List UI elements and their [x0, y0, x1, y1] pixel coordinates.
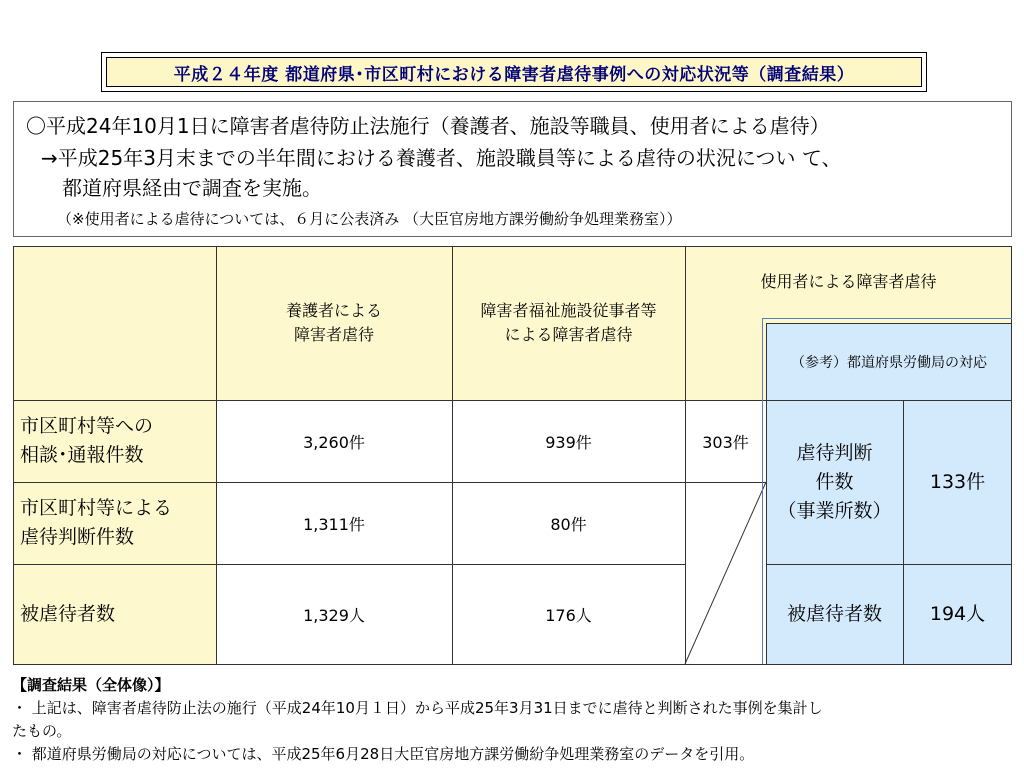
consultations-employer: 303件 — [685, 400, 766, 482]
ref-victims-label: 被虐待者数 — [766, 564, 903, 664]
header-reference: （参考）都道府県労働局の対応 — [766, 323, 1012, 400]
ref-judgment-label: 虐待判断 件数 （事業所数） — [766, 400, 903, 564]
row-label-consultations: 市区町村等への 相談･通報件数 — [13, 400, 216, 482]
intro-line-2: →平成25年3月末までの半年間における養護者、施設職員等による虐待の状況につい て、 — [41, 146, 842, 170]
notes-item-1a: ・ 上記は、障害者虐待防止法の施行（平成24年10月１日）から平成25年3月31日までに虐待と判断された事例を集計し — [12, 699, 823, 717]
judgments-caregiver: 1,311件 — [216, 482, 452, 564]
header-caregiver: 養護者による 障害者虐待 — [216, 246, 452, 400]
intro-line-3: 都道府県経由で調査を実施。 — [62, 176, 322, 200]
ref-judgment-value: 133件 — [903, 400, 1012, 564]
header-corner — [13, 246, 216, 400]
header-facility: 障害者福祉施設従事者等 による障害者虐待 — [452, 246, 685, 400]
consultations-caregiver: 3,260件 — [216, 400, 452, 482]
judgments-facility: 80件 — [452, 482, 685, 564]
consultations-facility: 939件 — [452, 400, 685, 482]
ref-victims-value: 194人 — [903, 564, 1012, 664]
notes-item-1b: たもの。 — [12, 722, 72, 740]
judgments-employer-empty — [685, 482, 766, 664]
victims-caregiver: 1,329人 — [216, 564, 452, 664]
intro-box — [13, 101, 1012, 237]
victims-facility: 176人 — [452, 564, 685, 664]
intro-line-4: （※使用者による虐待については、６月に公表済み （大臣官房地方課労働紛争処理業務室）） — [57, 210, 682, 228]
header-employer: 使用者による障害者虐待 — [685, 246, 1012, 400]
row-label-victims: 被虐待者数 — [13, 564, 216, 664]
intro-line-1: 〇平成24年10月1日に障害者虐待防止法施行（養護者、施設等職員、使用者による虐待） — [26, 114, 830, 138]
notes-item-2: ・ 都道府県労働局の対応については、平成25年6月28日大臣官房地方課労働紛争処理業務室のデータを引用。 — [12, 745, 755, 763]
title-banner — [101, 52, 927, 92]
notes-heading: 【調査結果（全体像）】 — [12, 676, 170, 694]
page-title: 平成２４年度 都道府県･市区町村における障害者虐待事例への対応状況等（調査結果） — [106, 57, 922, 87]
row-label-judgments: 市区町村等による 虐待判断件数 — [13, 482, 216, 564]
